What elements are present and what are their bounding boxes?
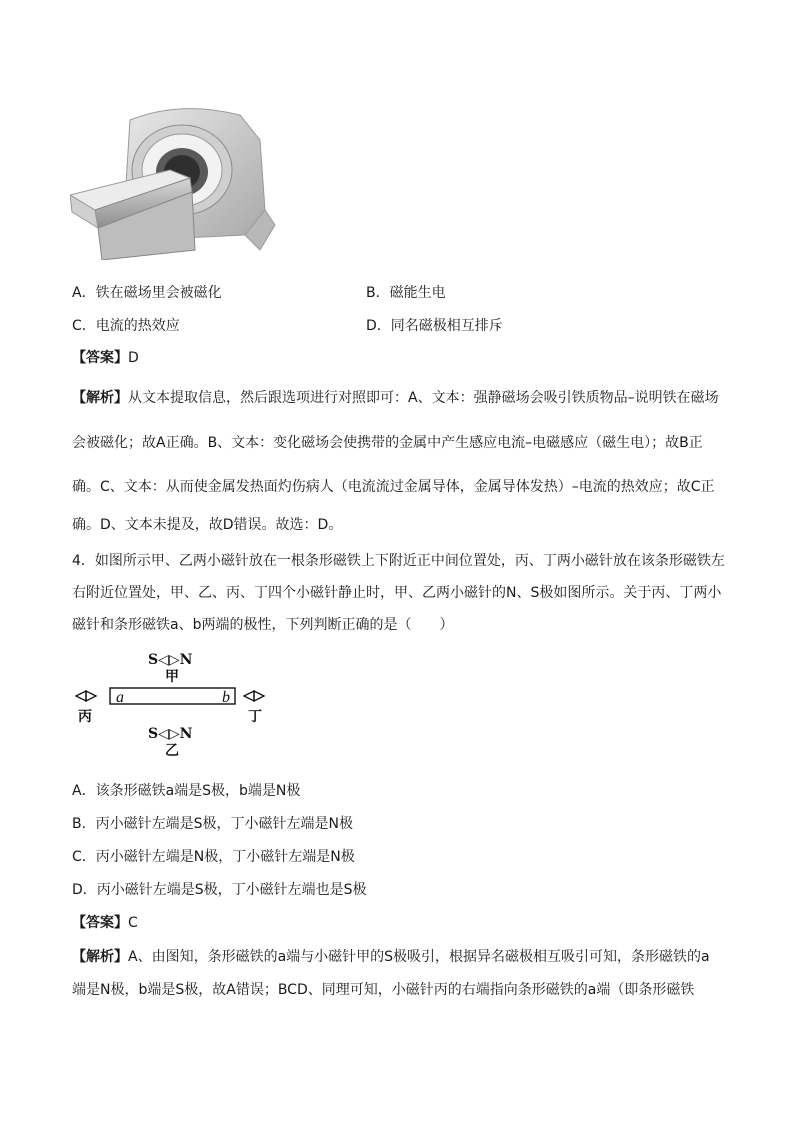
q4-answer-value: C [128,915,138,931]
q4-answer [72,912,138,932]
q3-option-d: D．同名磁极相互排斥 [366,318,503,334]
q3-analysis-line-1 [72,387,719,407]
q3-answer-label: 【答案】 [72,350,128,366]
magnet-end-a: a [116,689,124,706]
q3-analysis-line-4: 确。D、文本未提及，故D错误。故选：D。 [72,517,343,533]
q4-option-c: C．丙小磁针左端是N极，丁小磁针左端是N极 [72,849,355,865]
q3-analysis-label: 【解析】 [72,390,128,406]
q3-option-c: C．电流的热效应 [72,318,180,334]
q3-analysis-text-1: 从文本提取信息，然后跟选项进行对照即可：A、文本：强静磁场会吸引铁质物品–说明铁在磁场 [128,390,719,406]
q4-analysis-line-1 [72,946,710,966]
q4-analysis-line-2: 端是N极，b端是S极，故A错误；BCD、同理可知，小磁针丙的右端指向条形磁铁的a端（即条形磁铁 [72,982,695,998]
needle-jia-poles: S◁▷N [148,652,193,668]
needle-ding-label: 丁 [248,709,262,725]
q4-analysis-text-1: A、由图知，条形磁铁的a端与小磁针甲的S极吸引，根据异名磁极相互吸引可知，条形磁铁的a [128,949,710,965]
q3-option-a: A．铁在磁场里会被磁化 [72,285,222,301]
needle-bing [76,691,96,701]
q4-answer-label: 【答案】 [72,915,128,931]
q4-stem-line-1: 4．如图所示甲、乙两小磁针放在一根条形磁铁上下附近正中间位置处，丙、丁两小磁针放在该条形磁铁左 [72,553,725,569]
q3-analysis-line-3: 确。C、文本：从而使金属发热面灼伤病人（电流流过金属导体，金属导体发热）–电流的热效应；故C正 [72,479,715,495]
q4-option-d: D．丙小磁针左端是S极，丁小磁针左端也是S极 [72,882,367,898]
q3-answer [72,347,139,367]
needle-jia-label: 甲 [165,669,179,685]
q4-option-b: B．丙小磁针左端是S极，丁小磁针左端是N极 [72,816,353,832]
magnet-end-b: b [222,689,230,706]
q4-stem-line-3: 磁针和条形磁铁a、b两端的极性，下列判断正确的是（ ） [72,617,454,633]
q4-option-a: A．该条形磁铁a端是S极，b端是N极 [72,783,301,799]
needle-ding [244,691,264,701]
q3-answer-value: D [128,350,139,366]
needle-yi-poles: S◁▷N [148,726,193,742]
bar-magnet [110,688,235,704]
needle-yi-label: 乙 [165,743,179,758]
mri-machine-image [70,100,280,260]
q4-analysis-label: 【解析】 [72,949,128,965]
q3-analysis-line-2: 会被磁化；故A正确。B、文本：变化磁场会使携带的金属中产生感应电流–电磁感应（磁生电）；故B正 [72,435,703,451]
needle-bing-label: 丙 [78,709,92,725]
q3-option-b: B．磁能生电 [366,285,446,301]
q4-stem-line-2: 右附近位置处，甲、乙、丙、丁四个小磁针静止时，甲、乙两小磁针的N、S极如图所示。关于丙、丁两小 [72,585,722,601]
bar-magnet-figure [70,648,280,758]
